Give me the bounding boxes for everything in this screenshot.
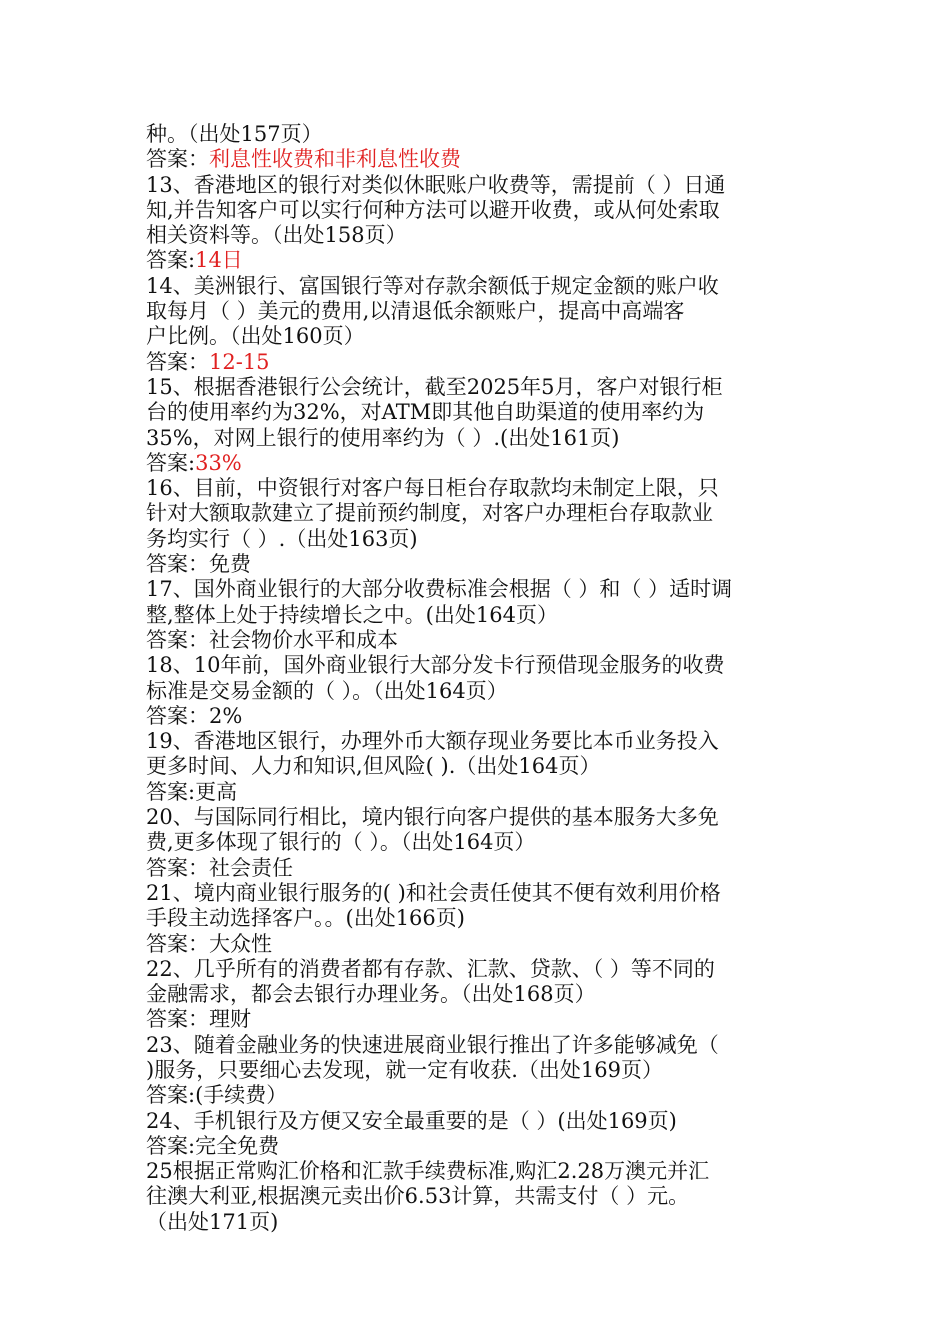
answer-line — [146, 248, 806, 273]
text-line: 更多时间、人力和知识,但风险( ).（出处164页） — [146, 754, 601, 779]
text-line: 金融需求，都会去银行办理业务。（出处168页） — [146, 982, 596, 1007]
text-line: 35%，对网上银行的使用率约为（ ）.(出处161页) — [146, 425, 620, 450]
text-line: 户比例。（出处160页） — [146, 324, 365, 349]
answer-highlight: 14日 — [195, 248, 243, 273]
text-line: 25根据正常购汇价格和汇款手续费标准,购汇2.28万澳元并汇 — [146, 1159, 710, 1184]
text-line: （出处171页) — [146, 1209, 279, 1234]
text-line: 答案：社会责任 — [146, 855, 293, 880]
text-line: 种。（出处157页） — [146, 122, 323, 146]
text-line: 23、随着金融业务的快速进展商业银行推出了许多能够减免（ — [146, 1032, 719, 1057]
text-line: 答案：2% — [146, 703, 243, 728]
text-line: 16、目前，中资银行对客户每日柜台存取款均未制定上限，只 — [146, 476, 719, 501]
document-body — [146, 122, 806, 1235]
text-line: 18、10年前，国外商业银行大部分发卡行预借现金服务的收费 — [146, 653, 725, 678]
text-line: 务均实行（ ）.（出处163页) — [146, 526, 418, 551]
answer-highlight: 利息性收费和非利息性收费 — [209, 147, 461, 172]
text-line: 取每月（ ）美元的费用,以清退低余额账户，提高中高端客 — [146, 299, 685, 324]
answer-line — [146, 147, 806, 172]
text-line: 答案:完全免费 — [146, 1133, 280, 1158]
text-line: 答案：理财 — [146, 1007, 251, 1032]
answer-highlight: 33% — [195, 450, 242, 475]
text-line: 21、境内商业银行服务的( )和社会责任使其不便有效利用价格 — [146, 880, 721, 905]
text-line: 24、手机银行及方便又安全最重要的是（ ）(出处169页) — [146, 1108, 677, 1133]
text-line: 往澳大利亚,根据澳元卖出价6.53计算，共需支付（ ）元。 — [146, 1184, 690, 1209]
text-line: 答案：大众性 — [146, 931, 272, 956]
text-line: 台的使用率约为32%，对ATM即其他自助渠道的使用率约为 — [146, 400, 705, 425]
text-line: 22、几乎所有的消费者都有存款、汇款、贷款、（ ）等不同的 — [146, 956, 715, 981]
text-line: 13、香港地区的银行对类似休眠账户收费等，需提前（ ）日通 — [146, 172, 726, 197]
text-line: 答案：社会物价水平和成本 — [146, 627, 398, 652]
text-line: 答案:(手续费） — [146, 1083, 288, 1108]
text-line: 20、与国际同行相比，境内银行向客户提供的基本服务大多免 — [146, 805, 719, 830]
text-line: 答案：免费 — [146, 552, 251, 577]
answer-prefix: 答案: — [146, 450, 196, 475]
text-line: 针对大额取款建立了提前预约制度，对客户办理柜台存取款业 — [146, 501, 713, 526]
text-line: 知,并告知客户可以实行何种方法可以避开收费，或从何处索取 — [146, 197, 720, 222]
text-line: 答案:更高 — [146, 779, 238, 804]
answer-prefix: 答案： — [146, 147, 209, 172]
text-line: 整,整体上处于持续增长之中。(出处164页） — [146, 602, 558, 627]
answer-prefix: 答案： — [146, 349, 209, 374]
text-line: 15、根据香港银行公会统计，截至2025年5月，客户对银行柜 — [146, 374, 723, 399]
answer-line — [146, 350, 806, 375]
text-line: 手段主动选择客户。。(出处166页) — [146, 906, 465, 931]
text-line: 17、国外商业银行的大部分收费标准会根据（ ）和（ ）适时调 — [146, 577, 733, 602]
answer-prefix: 答案: — [146, 248, 196, 273]
text-line: 相关资料等。（出处158页） — [146, 223, 407, 248]
text-line: )服务，只要细心去发现，就一定有收获.（出处169页） — [146, 1057, 663, 1082]
text-line: 14、美洲银行、富国银行等对存款余额低于规定金额的账户收 — [146, 273, 719, 298]
answer-line — [146, 451, 806, 476]
answer-highlight: 12-15 — [209, 349, 270, 374]
text-line: 19、香港地区银行，办理外币大额存现业务要比本币业务投入 — [146, 729, 719, 754]
text-line: 费,更多体现了银行的（ ）。（出处164页） — [146, 830, 536, 855]
text-line: 标准是交易金额的（ ）。（出处164页） — [146, 678, 508, 703]
